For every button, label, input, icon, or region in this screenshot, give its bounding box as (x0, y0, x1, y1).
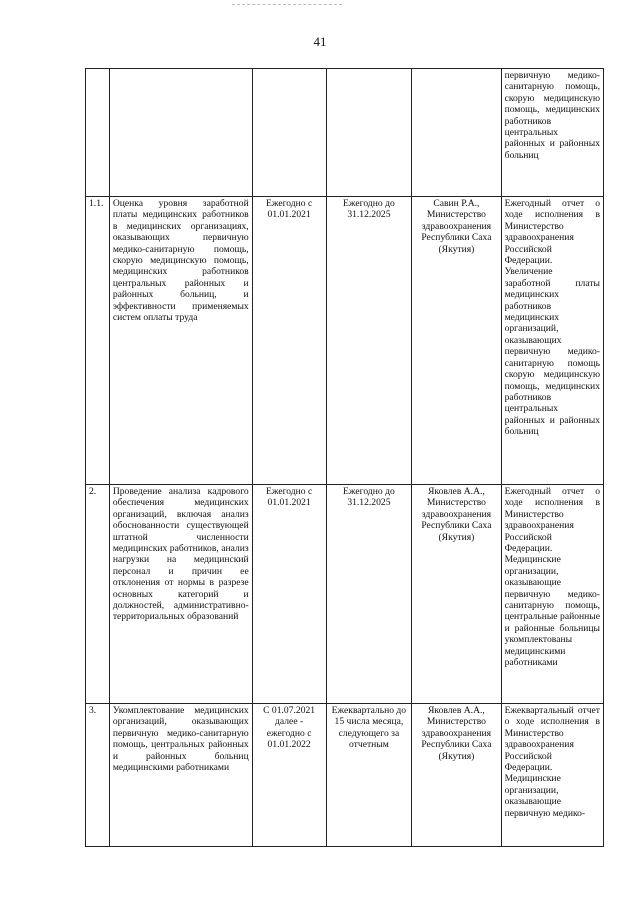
table-row (86, 704, 604, 847)
end-date: Ежегодно до 31.12.2025 (326, 197, 412, 485)
row-number: 2. (86, 485, 110, 704)
responsible: Яковлев А.А., Министерство здравоохранения Республики Саха (Якутия) (412, 485, 501, 704)
responsible: Яковлев А.А., Министерство здравоохранения Республики Саха (Якутия) (412, 704, 501, 847)
start-date (252, 69, 326, 197)
start-date: С 01.07.2021 далее - ежегодно с 01.01.2022 (252, 704, 326, 847)
end-date (326, 69, 412, 197)
table-row (86, 197, 604, 485)
row-number (86, 69, 110, 197)
result: Ежегодный отчет о ходе исполнения в Министерство здравоохранения Российской Федерации. Медицинские организации, оказывающие первичную медико-санитарную помощь, центральные районные и районные больницы укомплектованы медицинскими работниками (501, 485, 603, 704)
result: первичную медико-санитарную помощь, скорую медицинскую помощь, медицинских работников центральных районных и районных больниц (501, 69, 603, 197)
responsible (412, 69, 501, 197)
activity-name: Оценка уровня заработной платы медицинских работников в медицинских организациях, оказывающих первичную медико-санитарную помощь, скорую медицинскую помощь, медицинских работников центральных районных и районных больниц, и эффективности применяемых систем оплаты труда (109, 197, 252, 485)
activity-name: Укомплектование медицинских организаций, оказывающих первичную медико-санитарную помощь, центральных районных и районных больниц медицинскими работниками (109, 704, 252, 847)
table-row (86, 485, 604, 704)
start-date: Ежегодно с 01.01.2021 (252, 485, 326, 704)
row-number: 3. (86, 704, 110, 847)
result: Ежегодный отчет о ходе исполнения в Министерство здравоохранения Российской Федерации. Увеличение заработной платы медицинских работников медицинских организаций, оказывающих первичную медико-санитарную помощь скорую медицинскую помощь, медицинских работников центральных районных и районных больниц (501, 197, 603, 485)
end-date: Ежеквартально до 15 числа месяца, следующего за отчетным (326, 704, 412, 847)
scan-artifact-line (232, 4, 342, 6)
activity-name (109, 69, 252, 197)
page-number: 41 (313, 34, 327, 49)
end-date: Ежегодно до 31.12.2025 (326, 485, 412, 704)
table-row (86, 69, 604, 197)
start-date: Ежегодно с 01.01.2021 (252, 197, 326, 485)
plan-table (85, 68, 604, 847)
row-number: 1.1. (86, 197, 110, 485)
activity-name: Проведение анализа кадрового обеспечения медицинских организаций, включая анализ обоснованности существующей штатной численности медицинских работников, анализ нагрузки на медицинский персонал и причин ее отклонения от нормы в разрезе основных категорий и должностей, административно-территориальных образований (109, 485, 252, 704)
responsible: Савин Р.А., Министерство здравоохранения Республики Саха (Якутия) (412, 197, 501, 485)
result: Ежеквартальный отчет о ходе исполнения в Министерство здравоохранения Российской Федерации. Медицинские организации, оказывающие первичную медико- (501, 704, 603, 847)
